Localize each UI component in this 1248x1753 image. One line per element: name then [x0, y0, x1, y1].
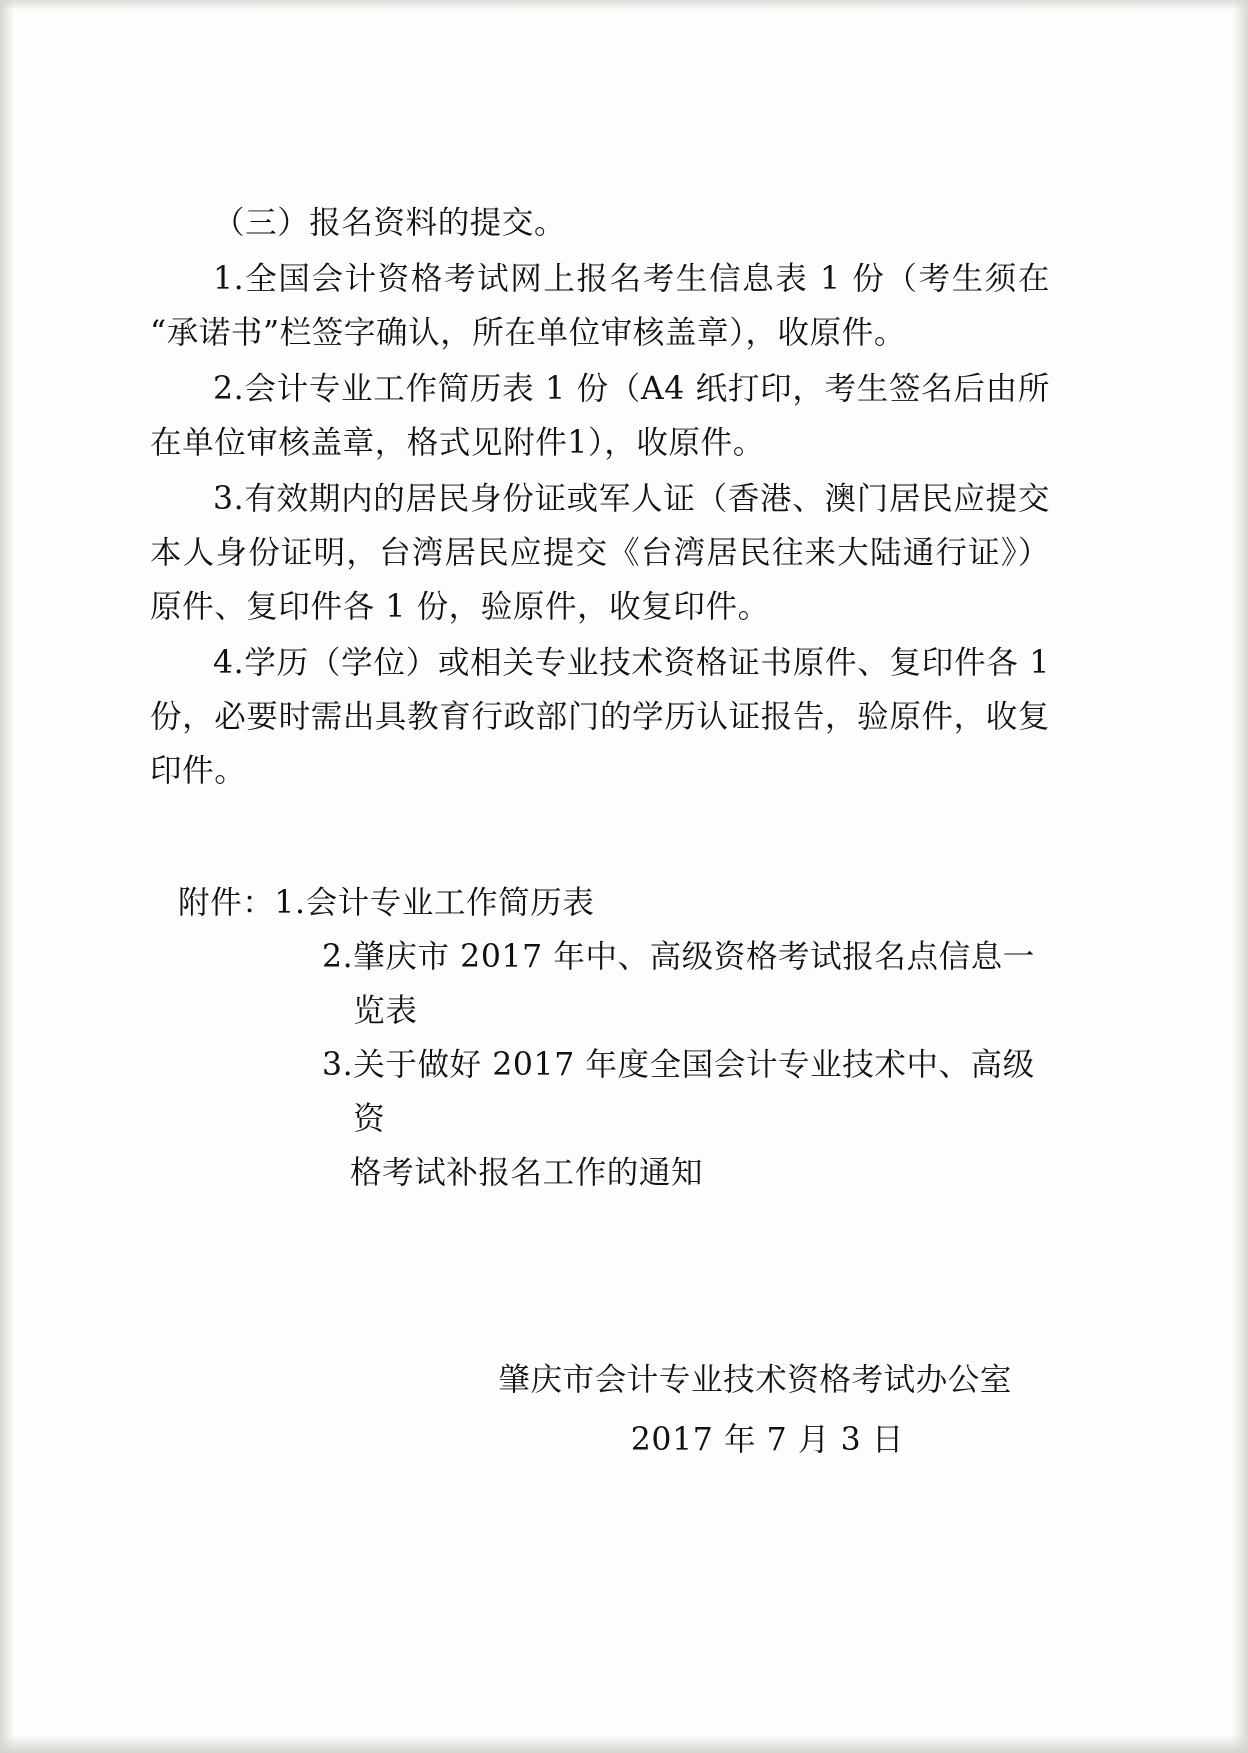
attachment-number-2: 2.	[322, 939, 354, 975]
paragraph-item-3: 3.有效期内的居民身份证或军人证（香港、澳门居民应提交本人身份证明，台湾居民应提交《台湾居民往来大陆通行证》）原件、复印件各 1 份，验原件，收复印件。	[150, 481, 1050, 625]
attachment-number-3: 3.	[322, 1047, 354, 1083]
attachment-row-1	[150, 876, 1050, 930]
paragraph-item-1: 1.全国会计资格考试网上报名考生信息表 1 份（考生须在“承诺书”栏签字确认，所在单位审核盖章），收原件。	[150, 261, 1050, 351]
attachments-block	[150, 876, 1050, 1200]
scan-edge-left	[0, 0, 14, 1753]
signature-office: 肇庆市会计专业技术资格考试办公室	[498, 1362, 1012, 1398]
attachment-text-3: 关于做好 2017 年度全国会计专业技术中、高级资	[353, 1047, 1035, 1137]
signature-date: 2017 年 7 月 3 日	[630, 1422, 904, 1458]
attachment-row-3-continuation: 格考试补报名工作的通知	[350, 1155, 704, 1191]
attachment-first-line	[274, 876, 1050, 930]
attachment-text-1: 会计专业工作简历表	[305, 885, 595, 921]
signature-block	[150, 1350, 1050, 1470]
attachment-item	[274, 876, 1050, 930]
paragraph-item-4: 4.学历（学位）或相关专业技术资格证书原件、复印件各 1 份，必要时需出具教育行政部门的学历认证报告，验原件，收复印件。	[150, 645, 1050, 789]
attachments-label: 附件：	[178, 885, 275, 921]
attachment-row-2	[150, 930, 1050, 1038]
section-heading: （三）报名资料的提交。	[213, 205, 567, 241]
scan-edge-bottom	[0, 1735, 1248, 1753]
scan-edge-right	[1232, 0, 1248, 1753]
paragraph-item-2: 2.会计专业工作简历表 1 份（A4 纸打印，考生签名后由所在单位审核盖章，格式见附件1），收原件。	[150, 371, 1050, 461]
attachment-number-1: 1.	[274, 885, 306, 921]
scan-edge-top	[0, 0, 1248, 10]
document-body	[150, 196, 1050, 1470]
attachment-row-3	[150, 1038, 1050, 1146]
attachment-text-2: 肇庆市 2017 年中、高级资格考试报名点信息一览表	[353, 939, 1035, 1029]
